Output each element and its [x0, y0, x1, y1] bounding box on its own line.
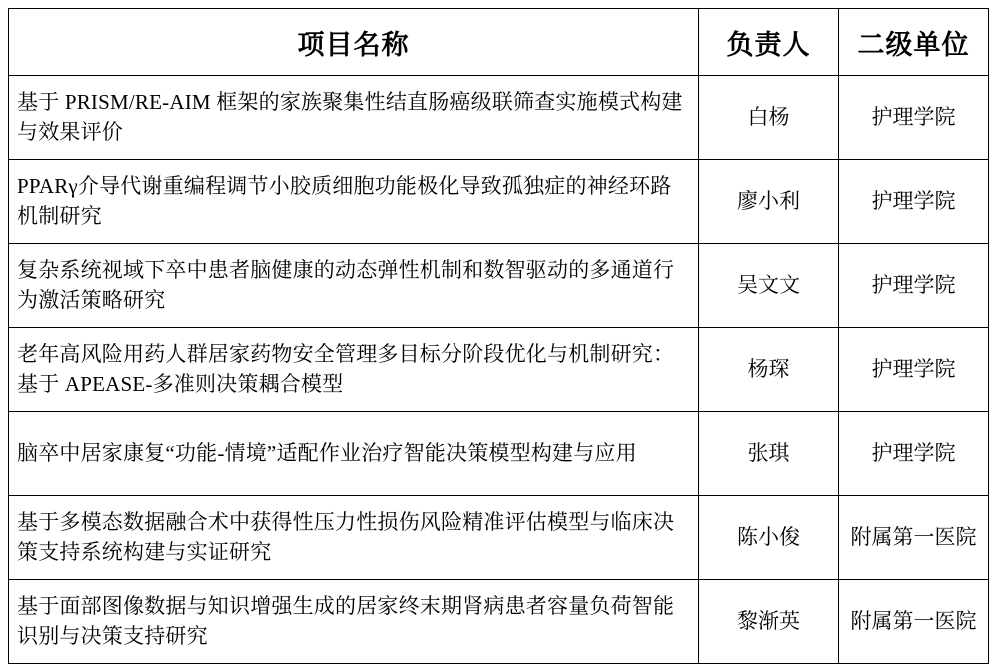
cell-unit: 附属第一医院 [839, 580, 989, 664]
cell-project-name: 老年高风险用药人群居家药物安全管理多目标分阶段优化与机制研究：基于 APEASE-多准则决策耦合模型 [9, 328, 699, 412]
cell-project-name: 脑卒中居家康复“功能-情境”适配作业治疗智能决策模型构建与应用 [9, 412, 699, 496]
column-header-unit: 二级单位 [839, 9, 989, 76]
cell-leader: 廖小利 [699, 160, 839, 244]
cell-leader: 陈小俊 [699, 496, 839, 580]
project-table [8, 8, 989, 664]
column-header-leader: 负责人 [699, 9, 839, 76]
cell-unit: 护理学院 [839, 328, 989, 412]
cell-leader: 杨琛 [699, 328, 839, 412]
cell-project-name: PPARγ介导代谢重编程调节小胶质细胞功能极化导致孤独症的神经环路机制研究 [9, 160, 699, 244]
cell-project-name: 基于面部图像数据与知识增强生成的居家终末期肾病患者容量负荷智能识别与决策支持研究 [9, 580, 699, 664]
cell-leader: 吴文文 [699, 244, 839, 328]
table-header [9, 9, 989, 76]
table-row [9, 496, 989, 580]
cell-project-name: 复杂系统视域下卒中患者脑健康的动态弹性机制和数智驱动的多通道行为激活策略研究 [9, 244, 699, 328]
cell-leader: 张琪 [699, 412, 839, 496]
cell-leader: 黎渐英 [699, 580, 839, 664]
table-row [9, 244, 989, 328]
table-row [9, 412, 989, 496]
cell-leader: 白杨 [699, 76, 839, 160]
cell-project-name: 基于 PRISM/RE-AIM 框架的家族聚集性结直肠癌级联筛查实施模式构建与效果评价 [9, 76, 699, 160]
cell-project-name: 基于多模态数据融合术中获得性压力性损伤风险精准评估模型与临床决策支持系统构建与实证研究 [9, 496, 699, 580]
table-row [9, 76, 989, 160]
table-row [9, 580, 989, 664]
table-row [9, 328, 989, 412]
table-body [9, 76, 989, 664]
cell-unit: 护理学院 [839, 76, 989, 160]
table-row [9, 160, 989, 244]
column-header-project-name: 项目名称 [9, 9, 699, 76]
table-header-row [9, 9, 989, 76]
cell-unit: 护理学院 [839, 244, 989, 328]
cell-unit: 护理学院 [839, 160, 989, 244]
cell-unit: 附属第一医院 [839, 496, 989, 580]
cell-unit: 护理学院 [839, 412, 989, 496]
